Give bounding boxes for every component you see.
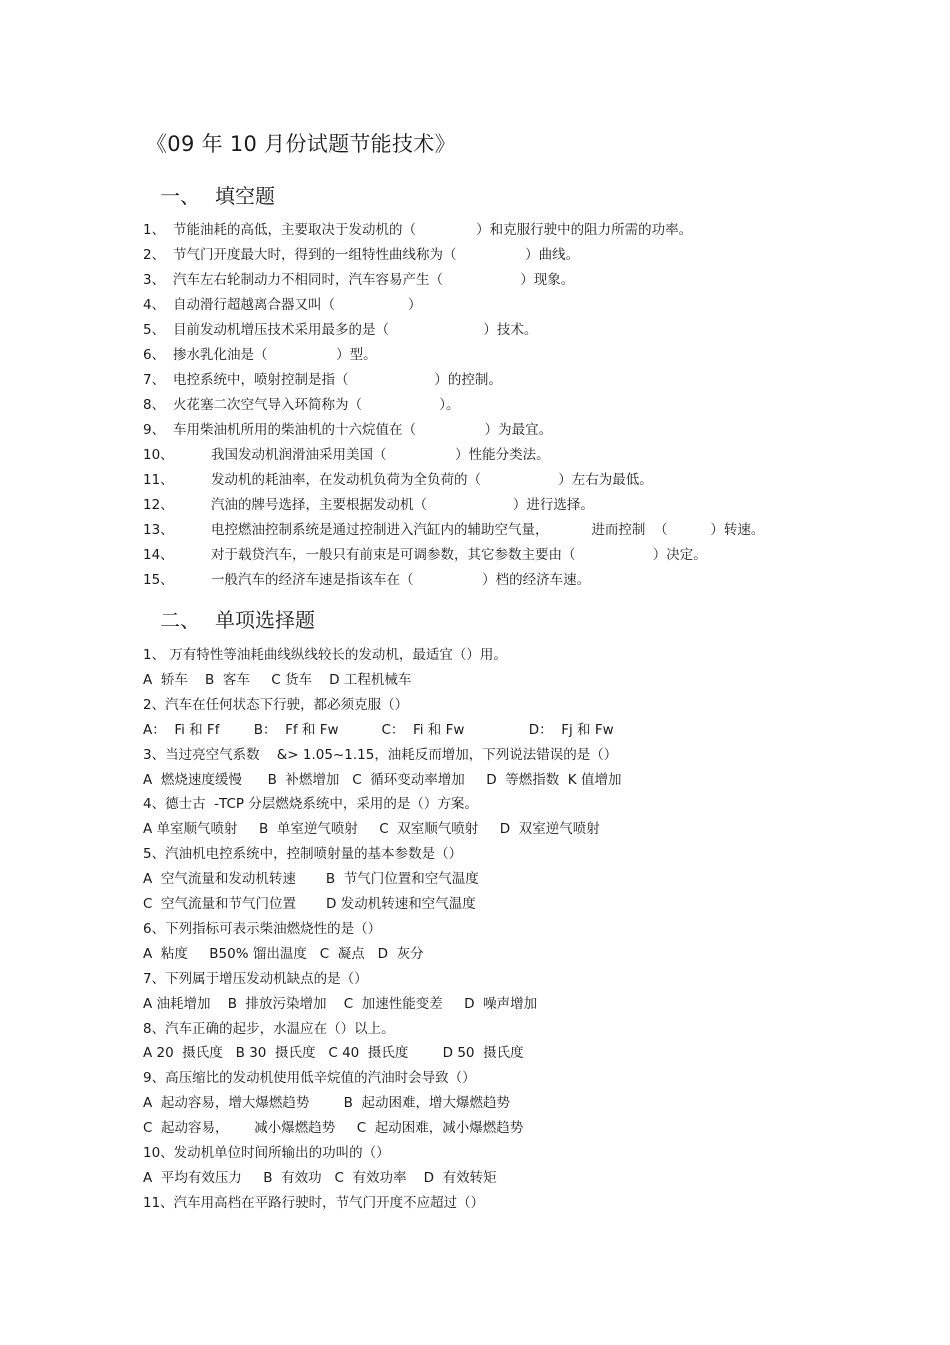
item-text: 电控燃油控制系统是通过控制进入汽缸内的辅助空气量， 进而控制 （ ）转速。 [211,522,765,538]
item-text: 电控系统中，喷射控制是指（ ）的控制。 [173,372,502,388]
item-text: 车用柴油机所用的柴油机的十六烷值在（ ）为最宜。 [173,422,553,438]
answer-options: A 单室顺气喷射 B 单室逆气喷射 C 双室顺气喷射 D 双室逆气喷射 [143,821,600,838]
question-text: 2、汽车在任何状态下行驶，都必须克服（） [143,696,409,713]
answer-options: A 平均有效压力 B 有效功 C 有效功率 D 有效转矩 [143,1169,497,1186]
section-number: 一、 [160,184,200,208]
section-heading-fill-blanks [160,180,275,209]
answer-options: A： Fi 和 Ff B： Ff 和 Fw C： Fi 和 Fw D： Fj 和 Fw [143,721,614,738]
question-text: 6、下列指标可表示柴油燃烧性的是（） [143,920,382,937]
item-text: 节气门开度最大时，得到的一组特性曲线称为（ ）曲线。 [173,247,580,263]
item-number: 2、 [143,247,166,263]
question-text: 1、 万有特性等油耗曲线纵线较长的发动机，最适宜（）用。 [143,647,507,663]
question-text: 5、汽油机电控系统中，控制喷射量的基本参数是（） [143,846,463,863]
answer-options: C 起动容易， 减小爆燃趋势 C 起动困难，减小爆燃趋势 [143,1120,524,1137]
item-text: 目前发动机增压技术采用最多的是（ ）技术。 [173,322,538,338]
item-text: 掺水乳化油是（ ）型。 [173,347,377,363]
question-text: 10、发动机单位时间所输出的功叫的（） [143,1145,390,1161]
item-text: 一般汽车的经济车速是指该车在（ ）档的经济车速。 [211,572,591,588]
item-text: 我国发动机润滑油采用美国（ ）性能分类法。 [211,447,550,463]
item-text: 对于载贷汽车，一般只有前束是可调参数，其它参数主要由（ ）决定。 [211,547,707,563]
section-label: 填空题 [215,184,275,208]
question-text: 3、当过亮空气系数 &> 1.05~1.15，油耗反而增加，下列说法错误的是（） [143,746,618,763]
item-number: 7、 [143,372,166,388]
item-text: 火花塞二次空气导入环简称为（ ）。 [173,397,460,413]
item-number: 6、 [143,347,166,363]
item-number: 1、 [143,222,166,238]
answer-options: A 燃烧速度缓慢 B 补燃增加 C 循环变动率增加 D 等燃指数 K 值增加 [143,771,622,788]
answer-options: A 起动容易，增大爆燃趋势 B 起动困难，增大爆燃趋势 [143,1095,510,1112]
item-number: 12、 [143,497,174,513]
item-number: 8、 [143,397,166,413]
answer-options: A 20 摄氏度 B 30 摄氏度 C 40 摄氏度 D 50 摄氏度 [143,1045,524,1062]
answer-options: A 轿车 B 客车 C 货车 D 工程机械车 [143,671,412,688]
item-text: 汽车左右轮制动力不相同时，汽车容易产生（ ）现象。 [173,272,575,288]
item-number: 3、 [143,272,166,288]
section-heading-single-choice [160,604,315,633]
question-text: 8、汽车正确的起步，水温应在（）以上。 [143,1020,395,1037]
question-text: 11、汽车用高档在平路行驶时，节气门开度不应超过（） [143,1194,485,1211]
item-number: 15、 [143,572,174,588]
question-text: 7、下列属于增压发动机缺点的是（） [143,970,368,987]
question-text: 9、高压缩比的发动机使用低辛烷值的汽油时会导致（） [143,1070,476,1087]
item-number: 14、 [143,547,174,563]
item-text: 自动滑行超越离合器又叫（ ） [173,297,422,313]
item-number: 11、 [143,472,174,488]
item-text: 汽油的牌号选择，主要根据发动机（ ）进行选择。 [211,497,594,513]
document-title: 《09 年 10 月份试题节能技术》 [146,132,456,156]
answer-options: A 粘度 B50% 馏出温度 C 凝点 D 灰分 [143,945,424,962]
item-text: 节能油耗的高低，主要取决于发动机的（ ）和克服行驶中的阻力所需的功率。 [173,222,693,238]
item-number: 13、 [143,522,174,538]
answer-options: A 空气流量和发动机转速 B 节气门位置和空气温度 [143,871,479,888]
item-number: 4、 [143,297,166,313]
item-text: 发动机的耗油率，在发动机负荷为全负荷的（ ）左右为最低。 [211,472,653,488]
question-text: 4、德士古 -TCP 分层燃烧系统中，采用的是（）方案。 [143,796,478,813]
item-number: 5、 [143,322,166,338]
answer-options: A 油耗增加 B 排放污染增加 C 加速性能变差 D 噪声增加 [143,995,538,1012]
item-number: 10、 [143,447,174,463]
section-number: 二、 [160,608,200,632]
item-number: 9、 [143,422,166,438]
answer-options: C 空气流量和节气门位置 D 发动机转速和空气温度 [143,896,476,912]
section-label: 单项选择题 [215,608,315,632]
